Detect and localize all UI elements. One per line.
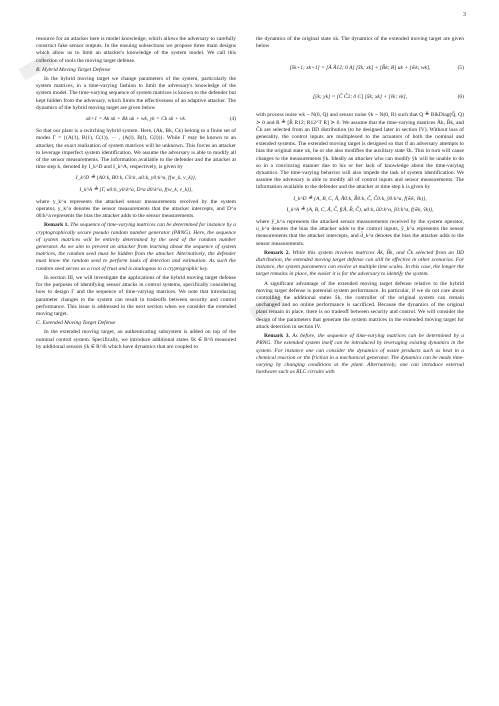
paragraph: the dynamics of the original state xk. The dynamics of the extended moving target are given below xyxy=(256,36,464,50)
paragraph: where y_k^a represents the attacked sensor measurements received by the system operator, y_k^a denotes the sensor measurements that the attacker intercepts, and D^a d0:k^a represents the bias the attacker adds to the sensor measurements. xyxy=(36,198,236,220)
intro-paragraph: resource for an attacker here is model knowledge, which allows the adversary to carefully construct fake sensor outputs. In the ensuing subsections we propose three main designs which allow us to limit an attacker's knowledge of the system model. We call this collection of tools the moving target defense. xyxy=(36,36,236,64)
paragraph: with process noise wk ~ N(0, Q) and sensor noise ṽk ~ N(0, R) such that Q ≜ BlkDiag(Q̃, Q) ≻ 0 and R ≜ [R̃ R12; R12^T R] ≻ 0. We assume that the time-varying matrices Ãk, B̃k, and C̃k are selected from an IID distribution (to be designed later in section IV). Without loss of generality, the control inputs are multiplexed to the actuators of both the nominal and extended systems. The extended moving target is designed so that if an adversary attempts to bias the original state xk, he or she also modifies the auxiliary state x̃k. This in turn will cause changes to the measurements ỹk. Ideally an attacker who can modify ỹk will be unable to do so in a convincing manner due to his or her lack of knowledge about the time-varying dynamics. The time-varying behavior will also impede the task of system identification. We assume the adversary is able to modify all of control inputs and sensor measurements. The information available to the defender and the attacker at time step k is given by xyxy=(256,112,464,191)
equation-info-attacker-extended xyxy=(256,207,464,214)
watermark: ████ xyxy=(249,292,285,321)
remark-title: Remark 2. xyxy=(264,249,290,256)
equation-body: [x̃k+1; xk+1] = [Ã Ã12; 0 A] [x̃k; xk] + [B̃k; B] uk + [w̃k; wk], xyxy=(289,64,431,71)
paragraph: A significant advantage of the extended moving target defense relative to the hybrid moving target defense is potential system performance. In particular, if we do not care about controlling the additional states x̃k, the controller of the original system can remain unchanged and no online performance is sacrificed. Because the dynamics of the original plant remain in place, there is no tradeoff between security and control. We will consider the design of the parameters that generate the system matrices in the extended moving target for attack detection in section IV. xyxy=(256,280,464,330)
remark-2 xyxy=(256,250,464,279)
page-number: 3 xyxy=(463,12,466,18)
remark-title: Remark 1. xyxy=(44,222,69,229)
remark-3 xyxy=(256,333,464,376)
paragraph: So that our plant is a switching hybrid system. Here, (Ak, Bk, Ck) belong to a finite set of modes Γ = {(A(1), B(1), C(1)), ··· , (A(l), B(l), C(l))}. While Γ may be known to an attacker, the exact realization of system matrices will be unknown. This forces an attacker to leverage imperfect system identification. We assume the adversary is able to modify all of the sensor measurements. The information available to the defender and the attacker at time step k, denoted by I_k^D and I_k^A, respectively, is given by xyxy=(36,128,236,171)
equation-number: (5) xyxy=(457,64,464,71)
equation-6 xyxy=(256,87,464,107)
remark-body: As before, the sequence of time-varying matrices can be determined by a PRNG. The extended system itself can be introduced by leveraging existing dynamics in the system. For instance one can consider the dynamics of waste products such as heat in a chemical reaction or the friction in a mechanical generator. The dynamics can be made time-varying by changing conditions at the plant. Alternatively, one can introduce external hardware such as RLC circuits with xyxy=(256,333,465,376)
remark-body: The sequence of time-varying matrices can be determined for instance by a cryptographically secure pseudo random number generator (PRNG). Here, the sequence of system matrices will be entirely determined by the seed of the random number generator. As we aim to prevent an attacker from learning about the sequence of system matrices, the random seed must be hidden from the attacker. Alternatively, the defender must know the random seed to perform tasks of detection and estimation. As such the random seed serves as a root of trust and is analogous to a cryptographic key. xyxy=(36,222,237,272)
paragraph: In section III, we will investigate the applications of the hybrid moving target defense for the purposes of identifying sensor attacks in control systems, specifically considering how to design Γ and the sequence of time-varying matrices. We note that introducing parameter changes to the system can result in tradeoffs between security and control performance. This issue is addressed in the next section when we consider the extended moving target. xyxy=(36,274,236,317)
equation-body: xk+1 = Ak xk + Bk uk + wk, yk = Ck xk + vk. xyxy=(85,116,187,123)
equation-number: (4) xyxy=(229,116,236,123)
equation-body: I_k^D ≜ {A, B, C, Ã, Ã0:k, B̃0:k, C̃, C̃0:k, ỹ0:k^a, f(w̃k, ṽk)}, xyxy=(293,195,427,202)
equation-number: (6) xyxy=(457,93,464,100)
paragraph: where ỹ_k^a represents the attacked sensor measurements received by the system operator, u_k^a denotes the bias the attacker adds to the control inputs, ỹ_k^a represents the sensor measurements that the attacker intercepts, and d̃_k^a denotes the bias the attacker adds to the sensor measurements. xyxy=(256,219,464,247)
section-heading-c: C. Extended Moving Target Defense xyxy=(36,320,116,327)
remark-title: Remark 3. xyxy=(264,333,290,340)
left-column xyxy=(36,36,236,353)
remark-body: While this system involves matrices Ãk, B̃k, and C̃k selected from an IID distribution, the extended moving target defense can still be effective in other scenarios. For instance, the system parameters can evolve at multiple time scales. In this case, the longer the target remains in place, the easier it is for the adversary to identify the system. xyxy=(256,249,465,278)
paragraph: In the hybrid moving target we change parameters of the system, particularly the system matrices, in a time-varying fashion to limit the adversary's knowledge of the system model. The time-varying sequence of system matrices is known to the defender but kept hidden from the adversary, which limits the effectiveness of an adaptive attacker. The dynamics of the hybrid moving target are given below xyxy=(36,76,236,111)
watermark: ████ xyxy=(19,52,55,81)
equation-body: I_k^D ≜ {A0:k, B0:k, C0:k, u0:k, y0:k^a, f(w_k, v_k)}, xyxy=(75,175,197,182)
paragraph: In the extended moving target, an authenticating subsystem is added on top of the nominal control system. Specifically, we introduce additional states x̃k ∈ R^ñ measured by additional sensors ỹk ∈ R^m̃ which have dynamics that are coupled to xyxy=(36,329,236,350)
remark-1 xyxy=(36,222,236,272)
right-column xyxy=(256,36,464,378)
equation-body: I_k^A ≜ {Γ, u0:k, y0:k^a, D^a d0:k^a, f(w_k, v_k)}, xyxy=(79,186,193,193)
equation-info-attacker xyxy=(36,187,236,194)
equation-body: [ỹk; yk] = [C̃ C̃2; 0 C] [x̃k; xk] + [ṽk; vk], xyxy=(312,93,408,100)
equation-5 xyxy=(256,54,464,82)
equation-info-defender xyxy=(36,175,236,182)
equation-info-defender-extended xyxy=(256,196,464,203)
equation-body: I_k^A ≜ {A, B, C, Ã, C̃, f(Ã, B̃, C̃), u0:k, ũ0:k^a, ỹ0:k^a, f(w̃k, ṽk)}, xyxy=(286,206,434,213)
equation-4 xyxy=(36,116,236,123)
section-heading-b: B. Hybrid Moving Target Defense xyxy=(36,66,111,73)
